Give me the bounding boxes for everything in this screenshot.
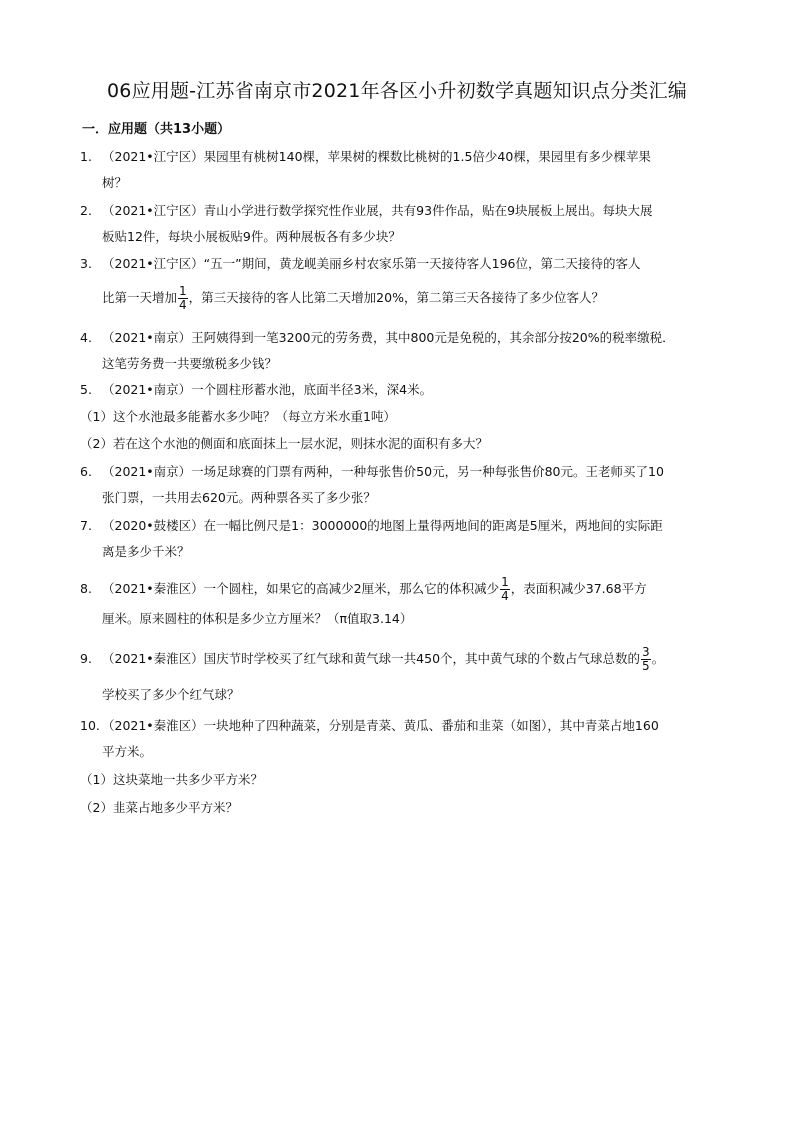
question-text: ，表面积减少37.68平方 — [510, 581, 647, 596]
question-text: 张门票，一共用去620元。两种票各买了多少张？ — [102, 490, 376, 505]
question-2 — [80, 198, 720, 250]
question-1 — [80, 144, 720, 196]
fraction-denominator: 4 — [179, 298, 187, 312]
question-text: （2021•南京）王阿姨得到一笔3200元的劳务费，其中800元是免税的，其余部分按20%的税率缴税． — [102, 330, 675, 345]
question-7 — [80, 513, 720, 565]
question-number: 8. — [80, 581, 92, 596]
question-number: 3. — [80, 256, 92, 271]
question-number: 7. — [80, 518, 92, 533]
sub-question-5-1: （1）这个水池最多能蓄水多少吨？（每立方米水重1吨） — [80, 409, 396, 424]
question-text-line — [102, 281, 720, 315]
sub-question-10-1: （1）这块菜地一共多少平方米？ — [80, 772, 263, 787]
question-text: （2021•江宁区）“五一”期间，黄龙岘美丽乡村农家乐第一天接待客人196位，第二天接待的客人 — [102, 256, 641, 271]
question-text: 。 — [651, 651, 665, 666]
question-9 — [80, 642, 720, 708]
question-text: （2021•秦淮区）一块地种了四种蔬菜，分别是青菜、黄瓜、番茄和韭菜（如图），其中青菜占地160 — [102, 718, 659, 733]
question-5 — [80, 377, 720, 403]
question-number: 5. — [80, 382, 92, 397]
question-text: ，第三天接待的客人比第二天增加20%，第二第三天各接待了多少位客人？ — [188, 290, 604, 305]
question-text: 树？ — [102, 175, 128, 190]
question-text: （2021•南京）一场足球赛的门票有两种，一种每张售价50元，另一种每张售价80元。王老师买了10 — [102, 464, 664, 479]
question-8 — [80, 572, 720, 632]
question-number: 2. — [80, 203, 92, 218]
fraction-denominator: 4 — [501, 589, 509, 603]
fraction-numerator: 3 — [642, 645, 650, 659]
question-text: （2020•鼓楼区）在一幅比例尺是1：3000000的地图上量得两地间的距离是5厘米，两地间的实际距 — [102, 518, 663, 533]
question-text: 比第一天增加 — [102, 290, 178, 305]
question-text: 学校买了多少个红气球？ — [102, 687, 240, 702]
fraction-numerator: 1 — [501, 575, 509, 589]
question-text: 厘米。原来圆柱的体积是多少立方厘米？（π值取3.14） — [102, 611, 413, 626]
sub-question-5-2: （2）若在这个水池的侧面和底面抹上一层水泥，则抹水泥的面积有多大？ — [80, 436, 488, 451]
fraction — [500, 576, 510, 603]
question-text: （2021•秦淮区）国庆节时学校买了红气球和黄气球一共450个，其中黄气球的个数占气球总数的 — [102, 651, 641, 666]
question-number: 1. — [80, 149, 92, 164]
question-text: （2021•江宁区）果园里有桃树140棵，苹果树的棵数比桃树的1.5倍少40棵，果园里有多少棵苹果 — [102, 149, 651, 164]
sub-question-10-2: （2）韭菜占地多少平方米？ — [80, 800, 238, 815]
section-heading: 一．应用题（共13小题） — [82, 122, 231, 137]
fraction-denominator: 5 — [642, 659, 650, 673]
question-text: （2021•秦淮区）一个圆柱，如果它的高减少2厘米，那么它的体积减少 — [102, 581, 500, 596]
question-text-line — [102, 572, 720, 606]
question-text: 平方米。 — [102, 744, 153, 759]
question-number: 6. — [80, 464, 92, 479]
question-6 — [80, 459, 720, 511]
question-text-line — [102, 642, 720, 676]
question-number: 9. — [80, 651, 92, 666]
question-text: 板贴12件，每块小展板贴9件。两种展板各有多少块？ — [102, 229, 401, 244]
question-text: （2021•江宁区）青山小学进行数学探究性作业展，共有93件作品，贴在9块展板上展出。每块大展 — [102, 203, 653, 218]
fraction — [641, 646, 651, 673]
question-text: 离是多少千米？ — [102, 544, 190, 559]
page-title: 06应用题-江苏省南京市2021年各区小升初数学真题知识点分类汇编 — [107, 80, 687, 102]
question-4 — [80, 325, 720, 377]
fraction-numerator: 1 — [179, 284, 187, 298]
question-text: （2021•南京）一个圆柱形蓄水池，底面半径3米，深4米。 — [102, 382, 433, 397]
question-text: 这笔劳务费一共要缴税多少钱？ — [102, 356, 278, 371]
question-10 — [80, 713, 720, 765]
question-number: 10. — [80, 718, 100, 733]
fraction — [178, 285, 188, 312]
question-3 — [80, 251, 720, 315]
question-number: 4. — [80, 330, 92, 345]
